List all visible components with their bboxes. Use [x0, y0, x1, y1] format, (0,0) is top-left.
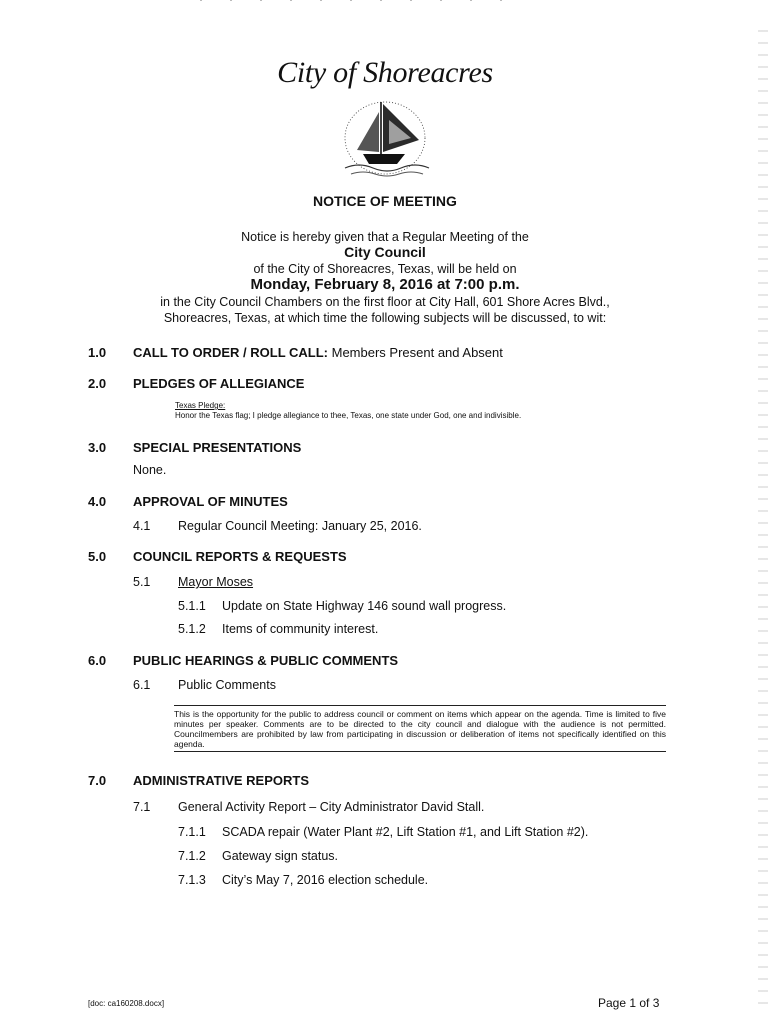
- section-title-pledges: PLEDGES OF ALLEGIANCE: [133, 376, 305, 391]
- subitem-number: 5.1.1: [178, 599, 206, 613]
- section-number: 6.0: [88, 653, 107, 668]
- scan-edge-marks: [758, 30, 768, 1010]
- item-text: General Activity Report – City Administrator David Stall.: [178, 800, 485, 814]
- intro-body-name: City Council: [344, 244, 426, 260]
- intro-line-3: of the City of Shoreacres, Texas, will be held on: [253, 262, 517, 276]
- subitem-text: Gateway sign status.: [222, 849, 339, 863]
- subitem-number: 5.1.2: [178, 622, 206, 636]
- notice-title: NOTICE OF MEETING: [313, 193, 457, 209]
- subitem-text: City’s May 7, 2016 election schedule.: [222, 873, 429, 887]
- texas-pledge-title: Texas Pledge:: [175, 401, 226, 410]
- item-text: Public Comments: [178, 678, 276, 692]
- section-number: 4.0: [88, 494, 107, 509]
- section-number: 1.0: [88, 345, 107, 360]
- section-title-special-presentations: SPECIAL PRESENTATIONS: [133, 440, 302, 455]
- intro-line-1: Notice is hereby given that a Regular Meeting of the: [241, 230, 529, 244]
- subitem-text: Items of community interest.: [222, 622, 379, 636]
- subitem-number: 7.1.3: [178, 873, 206, 887]
- subitem-number: 7.1.2: [178, 849, 206, 863]
- section-title-rest: Members Present and Absent: [328, 345, 503, 360]
- item-number: 4.1: [133, 519, 151, 533]
- sailboat-logo: [333, 92, 437, 182]
- special-presentations-body: None.: [133, 463, 167, 477]
- item-number: 7.1: [133, 800, 151, 814]
- section-title-council-reports: COUNCIL REPORTS & REQUESTS: [133, 549, 347, 564]
- item-number: 6.1: [133, 678, 151, 692]
- section-title-call-to-order: [133, 345, 503, 360]
- section-title-public-hearings: PUBLIC HEARINGS & PUBLIC COMMENTS: [133, 653, 399, 668]
- page-number: Page 1 of 3: [598, 996, 660, 1010]
- texas-pledge-text: Honor the Texas flag; I pledge allegiance to thee, Texas, one state under God, one and indivisible.: [175, 411, 522, 420]
- item-text: Regular Council Meeting: January 25, 2016.: [178, 519, 422, 533]
- section-number: 3.0: [88, 440, 107, 455]
- mayor-heading: Mayor Moses: [178, 575, 254, 589]
- section-title-approval-of-minutes: APPROVAL OF MINUTES: [133, 494, 288, 509]
- section-title-text: CALL TO ORDER / ROLL CALL:: [133, 345, 328, 360]
- city-name-heading: City of Shoreacres: [277, 56, 493, 89]
- intro-location: in the City Council Chambers on the first floor at City Hall, 601 Shore Acres Blvd.,: [160, 295, 610, 309]
- subitem-number: 7.1.1: [178, 825, 206, 839]
- meeting-date: Monday, February 8, 2016 at 7:00 p.m.: [250, 276, 520, 293]
- subitem-text: SCADA repair (Water Plant #2, Lift Station #1, and Lift Station #2).: [222, 825, 589, 839]
- subitem-text: Update on State Highway 146 sound wall progress.: [222, 599, 507, 613]
- item-number: 5.1: [133, 575, 151, 589]
- public-comment-notice: This is the opportunity for the public to address council or comment on items which appear on the agenda. Time is limited to five minutes per speaker. Comments are to be directed to the city council and dialogue with the audience is not permitted. Councilmembers are prohibited by law from participating in discussion or deliberation of items not specifically identified on this agenda.: [174, 705, 666, 752]
- section-number: 7.0: [88, 773, 107, 788]
- document-reference: [doc: ca160208.docx]: [88, 999, 165, 1008]
- section-title-administrative-reports: ADMINISTRATIVE REPORTS: [133, 773, 309, 788]
- intro-subjects: Shoreacres, Texas, at which time the following subjects will be discussed, to wit:: [163, 311, 607, 325]
- section-number: 2.0: [88, 376, 107, 391]
- section-number: 5.0: [88, 549, 107, 564]
- scan-noise-top: [200, 0, 530, 1]
